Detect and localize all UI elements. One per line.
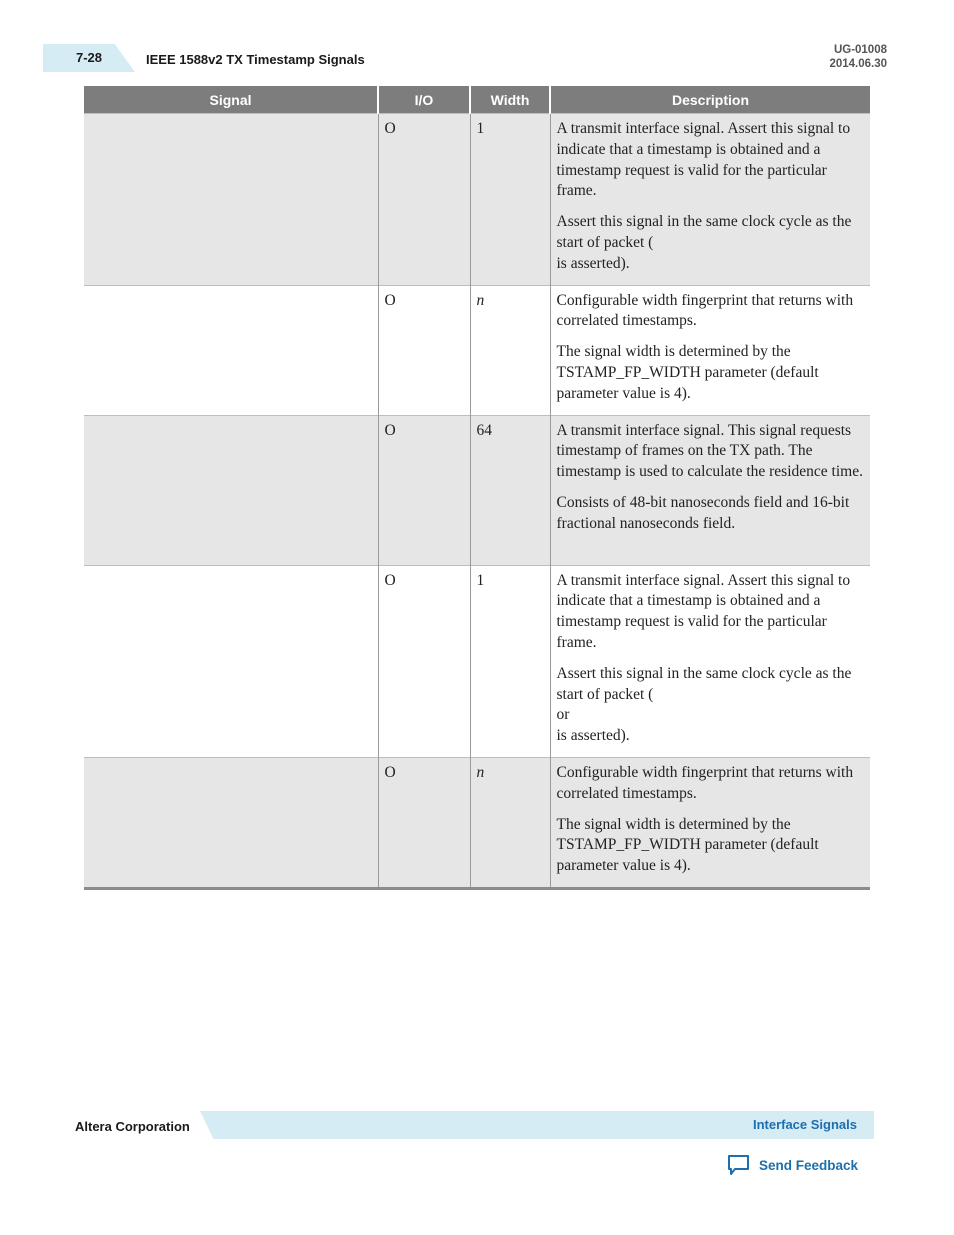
- column-header-io: I/O: [378, 86, 470, 114]
- footer-company: Altera Corporation: [75, 1119, 190, 1134]
- io-cell: O: [378, 114, 470, 286]
- io-cell: O: [378, 565, 470, 757]
- width-cell: n: [470, 285, 550, 415]
- table-header-row: [84, 86, 870, 114]
- description-cell: [550, 114, 870, 286]
- description-cell: [550, 565, 870, 757]
- description-paragraph: Consists of 48-bit nanoseconds field and 16-bit fractional nanoseconds field.: [556, 493, 850, 532]
- io-cell: O: [378, 757, 470, 888]
- table-row: [84, 114, 870, 286]
- description-paragraph: A transmit interface signal. This signal requests timestamp of frames on the TX path. The timestamp is used to calculate the residence time.: [556, 421, 863, 481]
- width-cell: 64: [470, 415, 550, 565]
- description-cell: [550, 757, 870, 888]
- io-cell: O: [378, 285, 470, 415]
- description-paragraph: The signal width is determined by the TSTAMP_FP_WIDTH parameter (default parameter value is 4).: [556, 815, 819, 875]
- document-id: UG-01008: [833, 44, 887, 56]
- width-cell: 1: [470, 565, 550, 757]
- send-feedback-label: Send Feedback: [759, 1157, 859, 1173]
- description-paragraph: The signal width is determined by the TSTAMP_FP_WIDTH parameter (default parameter value is 4).: [556, 343, 819, 402]
- page-number: 7-28: [76, 50, 103, 65]
- description-cell: [550, 415, 870, 565]
- signal-cell: [84, 415, 378, 565]
- description-paragraph: Assert this signal in the same clock cycle as the start of packet ( or is asserted).: [556, 664, 852, 745]
- signal-cell: [84, 565, 378, 757]
- document-date: 2014.06.30: [829, 58, 887, 70]
- width-cell: n: [470, 757, 550, 888]
- chapter-link[interactable]: Interface Signals: [752, 1117, 857, 1132]
- description-cell: [550, 285, 870, 415]
- table-row: [84, 565, 870, 757]
- table-row: [84, 415, 870, 565]
- signal-cell: [84, 114, 378, 286]
- table-row: [84, 757, 870, 888]
- description-paragraph: Configurable width fingerprint that returns with correlated timestamps.: [556, 291, 854, 330]
- column-header-signal: Signal: [84, 86, 378, 114]
- speech-bubble-icon: [727, 1154, 750, 1176]
- table-row: [84, 285, 870, 415]
- description-paragraph: A transmit interface signal. Assert this signal to indicate that a timestamp is obtained and a timestamp request is valid for the particular frame.: [556, 120, 851, 200]
- column-header-description: Description: [550, 86, 870, 114]
- io-cell: O: [378, 415, 470, 565]
- signals-table: [84, 86, 870, 890]
- signal-cell: [84, 757, 378, 888]
- description-paragraph: Configurable width fingerprint that returns with correlated timestamps.: [556, 763, 854, 802]
- width-cell: 1: [470, 114, 550, 286]
- signal-cell: [84, 285, 378, 415]
- send-feedback-link[interactable]: [727, 1154, 858, 1176]
- column-header-width: Width: [470, 86, 550, 114]
- section-title: IEEE 1588v2 TX Timestamp Signals: [146, 52, 365, 67]
- document-id-block: [829, 43, 887, 71]
- description-paragraph: A transmit interface signal. Assert this signal to indicate that a timestamp is obtained and a timestamp request is valid for the particular frame.: [556, 571, 851, 651]
- description-paragraph: Assert this signal in the same clock cycle as the start of packet ( is asserted).: [556, 213, 852, 272]
